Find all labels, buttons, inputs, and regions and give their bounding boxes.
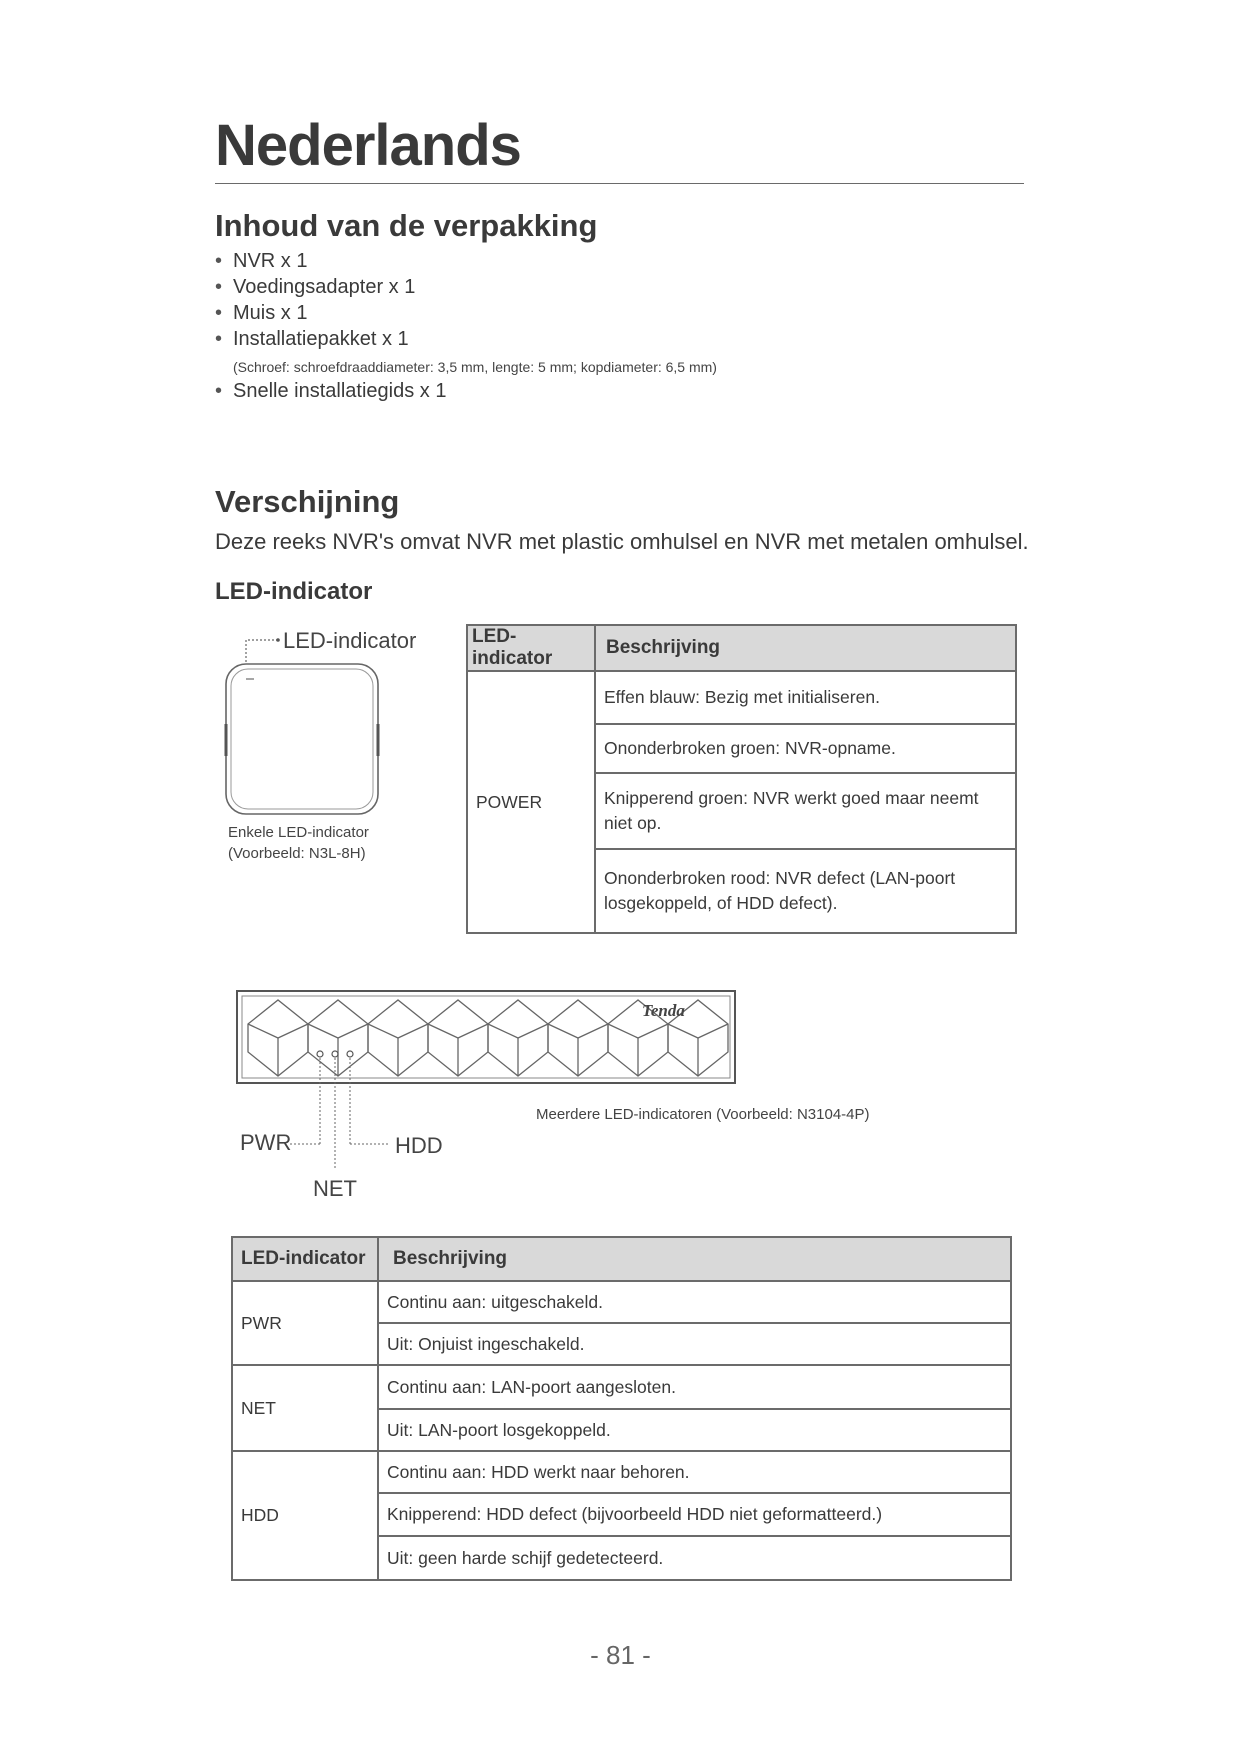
- packaging-list: [215, 248, 1015, 404]
- pwr-label: PWR: [240, 1130, 292, 1155]
- single-led-device-illustration: [220, 628, 390, 820]
- list-item: • Installatiepakket x 1: [215, 326, 1015, 352]
- appearance-intro: Deze reeks NVR's omvat NVR met plastic omhulsel en NVR met metalen omhulsel.: [215, 529, 1029, 554]
- table-header: LED-indicator: [232, 1237, 378, 1281]
- table-cell: Knipperend: HDD defect (bijvoorbeeld HDD niet geformatteerd.): [378, 1493, 1011, 1536]
- packaging-heading: Inhoud van de verpakking: [215, 208, 598, 243]
- single-led-table: [466, 624, 1017, 934]
- table-cell-indicator: POWER: [467, 671, 595, 933]
- multi-led-table: [231, 1236, 1012, 1581]
- single-led-caption: [228, 822, 369, 864]
- table-cell: Effen blauw: Bezig met initialiseren.: [595, 671, 1016, 724]
- multi-led-caption: Meerdere LED-indicatoren (Voorbeeld: N3104-4P): [536, 1106, 870, 1123]
- table-cell-indicator: NET: [232, 1365, 378, 1451]
- table-cell: Uit: LAN-poort losgekoppeld.: [378, 1409, 1011, 1451]
- net-label: NET: [313, 1176, 357, 1201]
- list-item-note: (Schroef: schroefdraaddiameter: 3,5 mm, lengte: 5 mm; kopdiameter: 6,5 mm): [233, 359, 717, 375]
- table-header: Beschrijving: [595, 625, 1016, 671]
- led-callout-label: LED-indicator: [283, 628, 417, 653]
- page-title: Nederlands: [215, 113, 521, 178]
- table-cell: Knipperend groen: NVR werkt goed maar neemt niet op.: [595, 773, 1016, 849]
- table-cell: Ononderbroken rood: NVR defect (LAN-poort losgekoppeld, of HDD defect).: [595, 849, 1016, 933]
- table-cell: Uit: geen harde schijf gedetecteerd.: [378, 1536, 1011, 1580]
- hdd-label: HDD: [395, 1133, 443, 1158]
- appearance-heading: Verschijning: [215, 484, 400, 519]
- table-header: LED-indicator: [467, 625, 595, 671]
- table-cell: Continu aan: uitgeschakeld.: [378, 1281, 1011, 1323]
- table-cell: Uit: Onjuist ingeschakeld.: [378, 1323, 1011, 1365]
- multi-led-device-illustration: [236, 990, 738, 1180]
- list-item: • Muis x 1: [215, 300, 1015, 326]
- table-cell: Continu aan: HDD werkt naar behoren.: [378, 1451, 1011, 1493]
- table-header: Beschrijving: [378, 1237, 1011, 1281]
- list-item: • NVR x 1: [215, 248, 1015, 274]
- list-item: • Snelle installatiegids x 1: [215, 378, 1015, 404]
- table-cell: Ononderbroken groen: NVR-opname.: [595, 724, 1016, 773]
- page-number: - 81 -: [590, 1640, 651, 1670]
- table-cell: Continu aan: LAN-poort aangesloten.: [378, 1365, 1011, 1409]
- title-divider: [215, 183, 1024, 184]
- caption-line: Enkele LED-indicator: [228, 824, 369, 841]
- table-cell-indicator: HDD: [232, 1451, 378, 1580]
- brand-logo: Tenda: [642, 1001, 685, 1020]
- table-cell-indicator: PWR: [232, 1281, 378, 1365]
- caption-line: (Voorbeeld: N3L-8H): [228, 845, 366, 862]
- led-heading: LED-indicator: [215, 578, 373, 605]
- list-item: • Voedingsadapter x 1: [215, 274, 1015, 300]
